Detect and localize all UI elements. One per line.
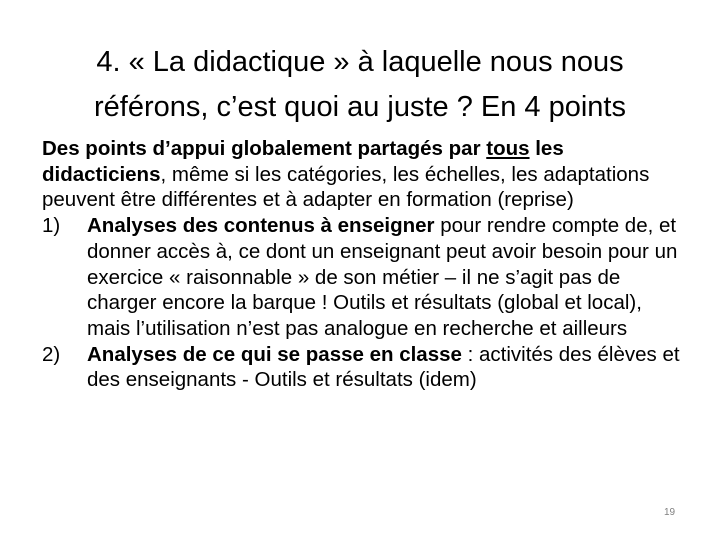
intro-bold-underlined: tous xyxy=(486,137,530,160)
list-item-text: pour rendre compte de, et donner accès à, ce dont un enseignant peut avoir besoin pour un exercice « raisonnable » de son métier – il ne s’agit pas de charger encore la barque ! Outils et résultats (global et local), mais l’utilisation n’est pas analogue en recherche et ailleurs xyxy=(87,214,678,340)
list-item xyxy=(42,213,690,342)
intro-paragraph xyxy=(42,136,690,213)
intro-bold-end: les didacticiens xyxy=(42,137,564,186)
slide-title xyxy=(40,40,680,130)
intro-bold-start: Des points d’appui globalement partagés par xyxy=(42,137,487,160)
list-item-text: : activités des élèves et des enseignants - Outils et résultats (idem) xyxy=(87,342,680,392)
list-item-bold: Analyses de ce qui se passe en classe xyxy=(87,342,462,366)
list-item-number: 1) xyxy=(42,214,61,238)
numbered-list xyxy=(42,213,690,393)
list-item-bold: Analyses des contenus à enseigner xyxy=(87,214,435,238)
page-number: 19 xyxy=(664,507,676,518)
list-item xyxy=(42,342,690,393)
slide-body xyxy=(42,136,690,393)
title-line-2: référons, c’est quoi au juste ? En 4 points xyxy=(94,91,626,123)
list-item-number: 2) xyxy=(42,342,61,366)
intro-rest: , même si les catégories, les échelles, les adaptations peuvent être différentes et à adapter en formation (reprise) xyxy=(42,162,650,212)
title-line-1: 4. « La didactique » à laquelle nous nous xyxy=(96,46,624,78)
